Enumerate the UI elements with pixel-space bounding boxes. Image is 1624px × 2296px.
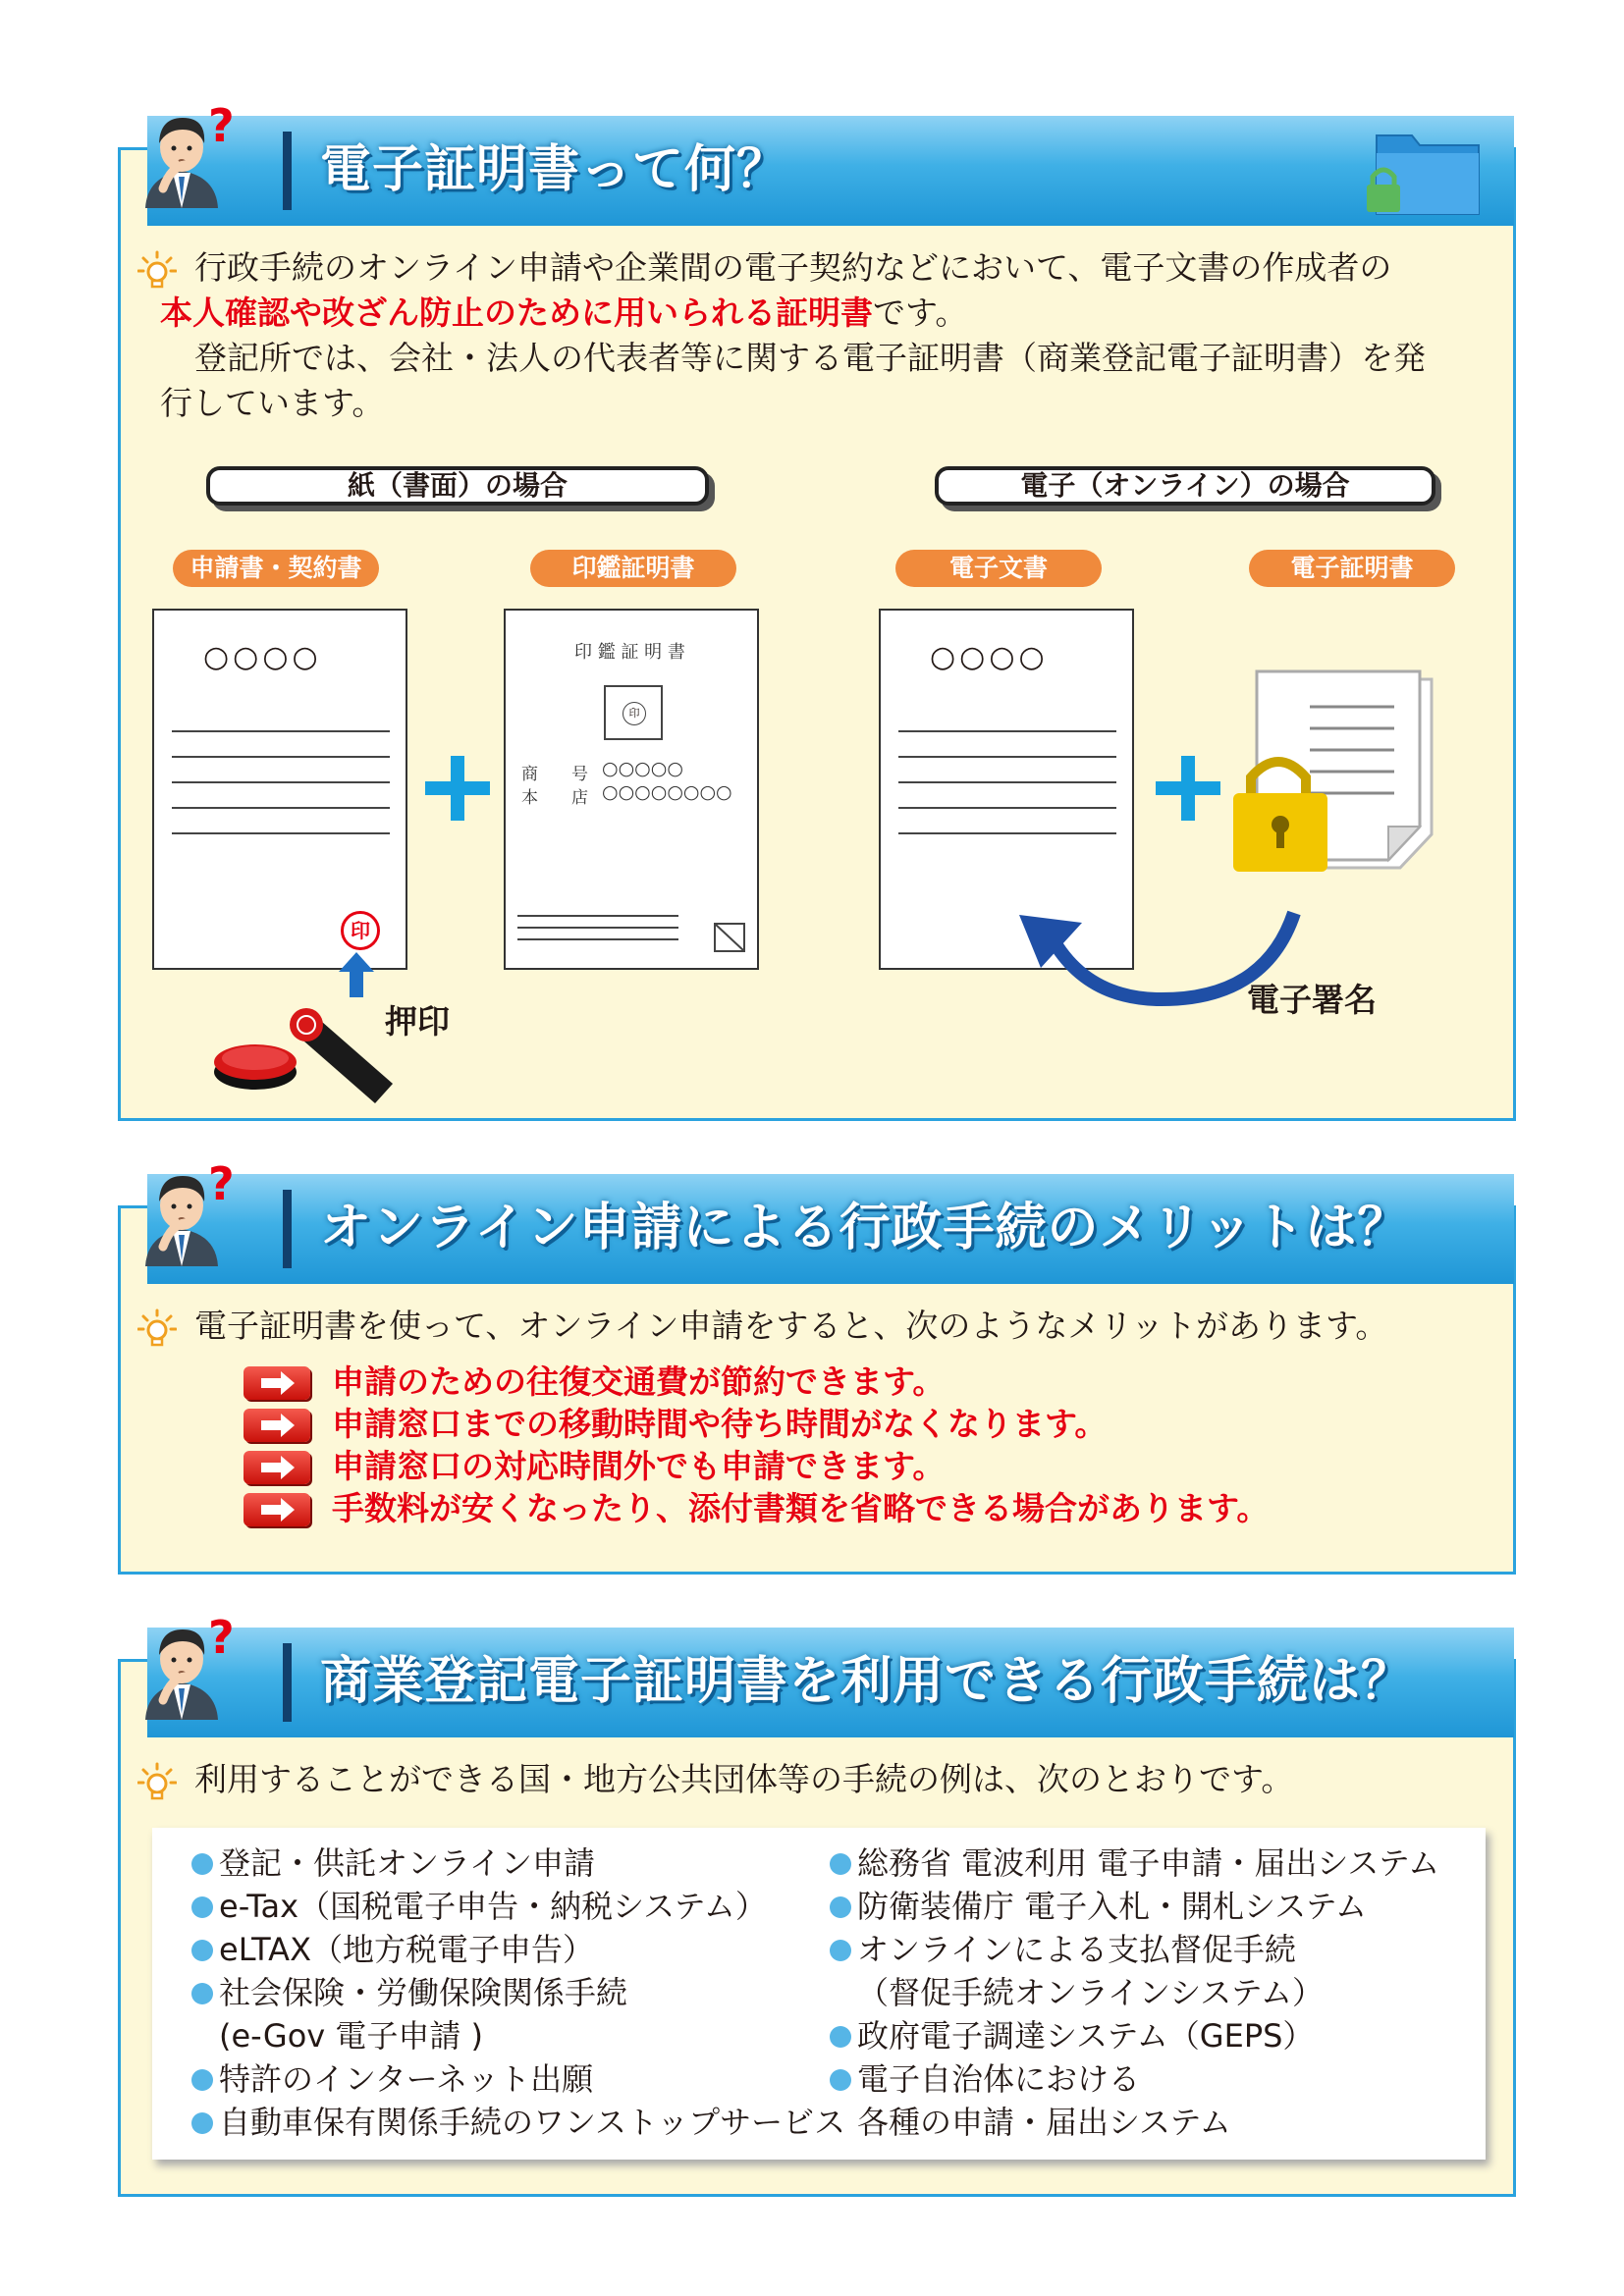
section-header-banner [147,1628,1514,1737]
bullet-dot-icon [191,1940,213,1961]
section-title: 電子証明書って何？ [320,140,789,199]
list-item-continuation: （督促手続オンラインシステム） [857,1974,1325,2011]
bullet-dot-icon [830,2069,851,2091]
stamp-icon [206,1001,412,1109]
bullet-dot-icon [191,1853,213,1875]
arrow-bullet-icon [244,1366,310,1400]
corner-box-icon [714,923,745,952]
seal-cert-title: 印 鑑 証 明 書 [574,642,685,663]
list-item: 自動車保有関係手続のワンストップサービス [191,2101,845,2144]
bullet-dot-icon [830,1940,851,1961]
list-item: オンラインによる支払督促手続 [830,1928,1296,1971]
list-item: 特許のインターネット出願 [191,2057,593,2101]
list-item: e-Tax（国税電子申告・納税システム） [191,1885,767,1928]
merit-item: 申請窓口の対応時間外でも申請できます。 [332,1447,946,1485]
arrow-bullet-icon [244,1451,310,1484]
list-item: 登記・供託オンライン申請 [191,1842,595,1885]
list-item: 政府電子調達システム（GEPS） [830,2014,1314,2057]
intro-line-3: 登記所では、会社・法人の代表者等に関する電子証明書（商業登記電子証明書）を発 [194,339,1426,377]
bullet-dot-icon [830,1853,851,1875]
section-title: 商業登記電子証明書を利用できる行政手続は？ [320,1652,1414,1711]
businessman-icon [128,100,236,208]
merits-intro: 電子証明書を使って、オンライン申請をすると、次のようなメリットがあります。 [194,1307,1388,1345]
bullet-dot-icon [191,1983,213,2004]
arrow-bullet-icon [244,1493,310,1526]
lightbulb-icon [137,250,177,290]
list-item: 総務省 電波利用 電子申請・届出システム [830,1842,1439,1885]
list-item-continuation: 各種の申請・届出システム [857,2104,1231,2141]
intro-emphasis-tail: です。 [873,294,968,332]
arrow-bullet-icon [244,1409,310,1442]
list-item: 電子自治体における [830,2057,1140,2101]
intro-emphasis: 本人確認や改ざん防止のために用いられる証明書 [160,294,873,332]
paper-case-label: 紙（書面）の場合 [206,466,709,506]
e-signature-label: 電子署名 [1247,981,1377,1019]
header-accent-bar [283,1643,292,1722]
plus-icon [1156,756,1220,821]
tag-e-document: 電子文書 [895,550,1102,587]
header-accent-bar [283,132,292,210]
procedures-list-box [152,1828,1486,2160]
head-office-value: ○○○○○○○○ [602,781,732,803]
list-item: eLTAX（地方税電子申告） [191,1928,594,1971]
seal-mark-icon: 印 [341,911,380,950]
bullet-dot-icon [191,2069,213,2091]
tag-seal-cert: 印鑑証明書 [530,550,736,587]
merit-item: 手数料が安くなったり、添付書類を省略できる場合があります。 [332,1489,1270,1527]
lightbulb-icon [137,1762,177,1801]
bullet-dot-icon [191,1896,213,1918]
businessman-icon [128,1158,236,1266]
doc-circles: ○○○○ [203,640,322,674]
application-document [152,609,407,970]
list-item: 社会保険・労働保険関係手続 [191,1971,627,2014]
seal-imprint-box [604,685,663,740]
procedures-intro: 利用することができる国・地方公共団体等の手続の例は、次のとおりです。 [194,1760,1294,1798]
seal-certificate-document [504,609,759,970]
businessman-icon [128,1612,236,1720]
merit-item: 申請のための往復交通費が節約できます。 [332,1362,946,1401]
up-arrow-icon [337,950,376,999]
stamp-label: 押印 [385,1002,450,1041]
section-header-banner [147,1174,1514,1284]
header-accent-bar [283,1190,292,1268]
tag-application: 申請書・契約書 [173,550,379,587]
bullet-dot-icon [830,1896,851,1918]
merit-item: 申請窓口までの移動時間や待ち時間がなくなります。 [332,1405,1108,1443]
doc-circles: ○○○○ [930,640,1049,674]
seal-imprint-icon: 印 [623,702,646,725]
intro-line-2 [160,291,967,336]
trade-name-value: ○○○○○ [602,758,683,779]
locked-folder-icon [1363,124,1489,222]
bullet-dot-icon [191,2112,213,2134]
list-item-continuation: (e-Gov 電子申請 ) [219,2017,484,2055]
bullet-dot-icon [830,2026,851,2048]
trade-name-label: 商 号 [521,765,588,784]
intro-line-1: 行政手続のオンライン申請や企業間の電子契約などにおいて、電子文書の作成者の [194,248,1392,287]
online-case-label: 電子（オンライン）の場合 [935,466,1435,506]
lightbulb-icon [137,1308,177,1348]
tag-e-cert: 電子証明書 [1249,550,1455,587]
head-office-label: 本 店 [521,788,588,808]
plus-icon [425,756,490,821]
intro-line-4: 行しています。 [160,384,385,422]
locked-certificate-icon [1227,667,1463,893]
section-title: オンライン申請による行政手続のメリットは？ [320,1199,1410,1257]
list-item: 防衛装備庁 電子入札・開札システム [830,1885,1367,1928]
section-header-banner [147,116,1514,226]
